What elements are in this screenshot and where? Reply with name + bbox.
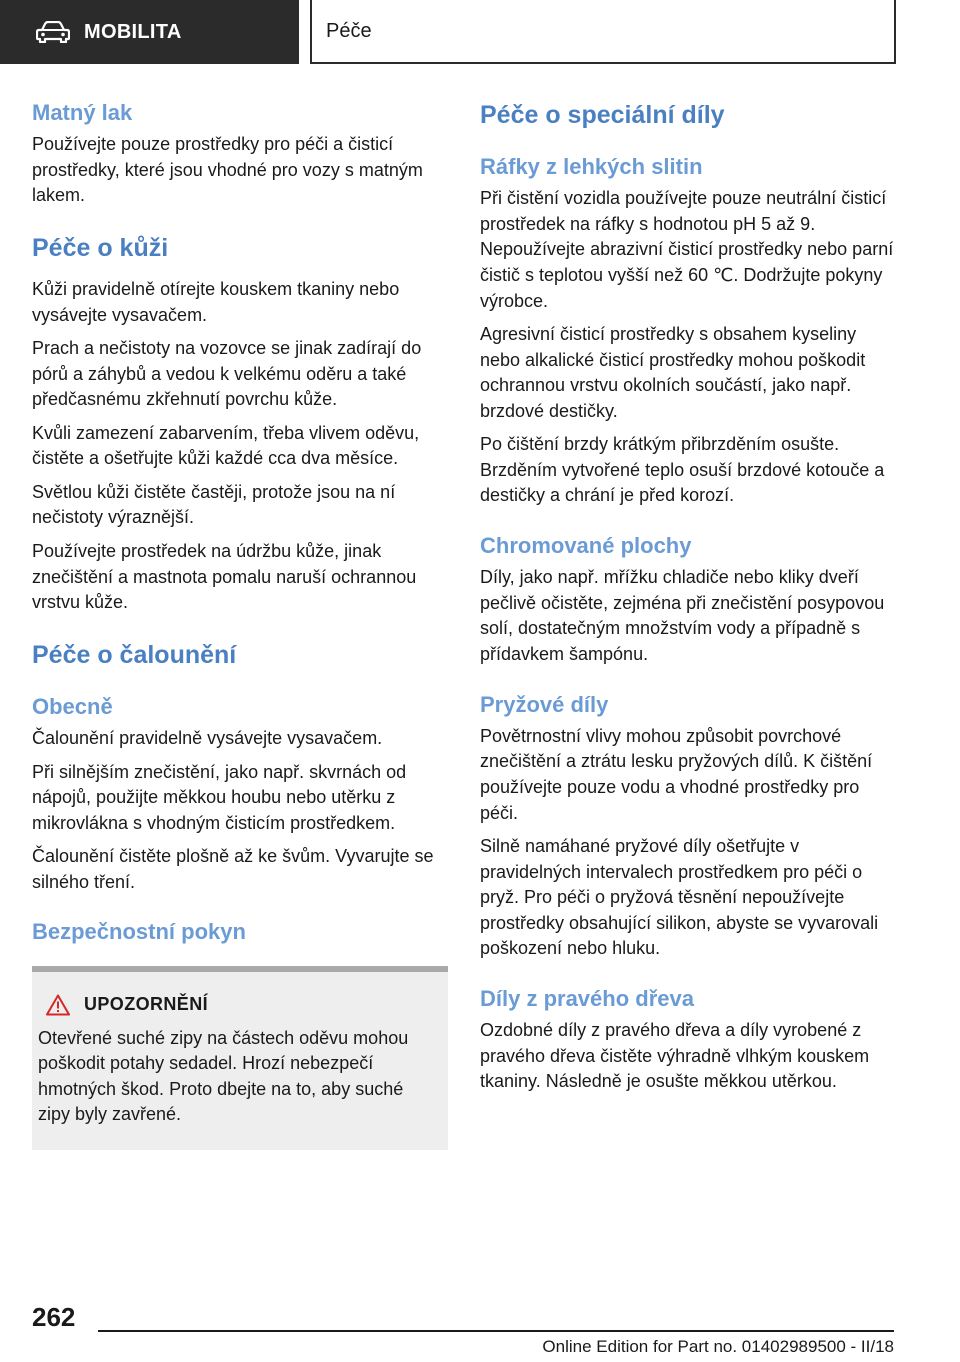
page-header — [0, 0, 960, 66]
paragraph: Kůži pravidelně otírejte kouskem tkaniny nebo vysávejte vysavačem. — [32, 279, 400, 325]
paragraph: Ozdobné díly z pravého dřeva a díly vyrobené z pravého dřeva čistěte výhradně vlhkým kouskem tkaniny. Následně je osušte měkkou utěrkou. — [480, 1020, 870, 1092]
heading-obecne: Obecně — [32, 693, 113, 719]
paragraph: Kvůli zamezení zabarvením, třeba vlivem oděvu, čistěte a ošetřujte kůži každé cca dva měsíce. — [32, 422, 420, 469]
chapter-title: MOBILITA — [84, 20, 182, 43]
paragraph: Čalounění pravidelně vysávejte vysavačem. — [32, 727, 383, 748]
paragraph: Při čistění vozidla používejte pouze neutrální čisticí prostředek na ráfky s hodnotou pH 5 až 9. Nepoužívejte abrazivní čisticí prostředky nebo parní čistič s teplotou vyšší než 60 ℃. Dodržujte pokyny výrobce. — [480, 188, 894, 311]
heading-pece-o-specialni-dily: Péče o speciální díly — [480, 101, 725, 129]
section-tab — [310, 0, 896, 64]
paragraph: Prach a nečistoty na vozovce se jinak zadírají do pórů a záhybů a vedou k velkému oděru a také předčasnému zkřehnutí povrchu kůže. — [32, 338, 422, 410]
warning-box — [32, 966, 448, 1150]
footer-divider — [98, 1330, 894, 1332]
paragraph: Používejte pouze prostředky pro péči a čisticí prostředky, které jsou vhodné pro vozy s matným lakem. — [32, 134, 423, 206]
heading-matny-lak: Matný lak — [32, 100, 133, 125]
heading-rafky: Ráfky z lehkých slitin — [480, 154, 703, 179]
heading-chromovane-plochy: Chromované plochy — [480, 532, 692, 558]
car-icon — [36, 21, 70, 43]
left-column — [32, 100, 448, 1150]
paragraph: Světlou kůži čistěte častěji, protože jsou na ní nečistoty výraznější. — [32, 481, 396, 528]
paragraph: Silně namáhané pryžové díly ošetřujte v pravidelných intervalech prostředkem pro péči o pryž. Pro péči o pryžová těsnění nepoužívejte prostředky obsahující silikon, abyste se vyvarovali poškození nebo hluku. — [480, 836, 879, 959]
warning-header — [46, 994, 440, 1016]
right-column — [480, 100, 896, 1103]
warning-triangle-icon — [46, 994, 70, 1016]
chapter-tab — [0, 0, 299, 64]
paragraph: Čalounění čistěte plošně až ke švům. Vyvarujte se silného tření. — [32, 846, 434, 892]
warning-title: UPOZORNĚNÍ — [84, 994, 209, 1015]
edition-note: Online Edition for Part no. 01402989500 - II/18 — [542, 1337, 894, 1356]
paragraph: Po čištění brzdy krátkým přibrzděním osušte. Brzděním vytvořené teplo osuší brzdové kotouče a destičky a chrání je před korozí. — [480, 434, 885, 506]
heading-dily-z-praveho-dreva: Díly z pravého dřeva — [480, 985, 694, 1011]
paragraph: Povětrnostní vlivy mohou způsobit povrchové znečištění a ztrátu lesku pryžových dílů. K čištění používejte pouze vodu a vhodné prostředky pro péči. — [480, 725, 873, 823]
heading-bezpecnostni-pokyn: Bezpečnostní pokyn — [32, 919, 246, 945]
heading-pryzove-dily: Pryžové díly — [480, 691, 609, 717]
paragraph: Agresivní čisticí prostředky s obsahem kyseliny nebo alkalické čisticí prostředky mohou poškodit ochrannou vrstvu okolních součástí, jako např. brzdové destičky. — [480, 324, 866, 421]
page-number: 262 — [32, 1302, 76, 1332]
paragraph: Používejte prostředek na údržbu kůže, jinak znečištění a mastnota pomalu naruší ochrannou vrstvu kůže. — [32, 540, 417, 613]
heading-pece-o-kuzi: Péče o kůži — [32, 234, 169, 263]
paragraph: Díly, jako např. mřížku chladiče nebo kliky dveří pečlivě očistěte, zejména při znečistění posypovou solí, dostatečným množstvím vody a případně s přídavkem šampónu. — [480, 567, 885, 664]
section-title: Péče — [326, 19, 372, 42]
heading-pece-o-calouneni: Péče o čalounění — [32, 640, 237, 669]
warning-text: Otevřené suché zipy na částech oděvu mohou poškodit potahy sedadel. Hrozí nebezpečí hmotných škod. Proto dbejte na to, aby suché zipy byly zavřené. — [38, 1027, 409, 1125]
paragraph: Při silnějším znečistění, jako např. skvrnách od nápojů, použijte měkkou houbu nebo utěrku z mikrovlákna s vhodným čisticím prostředkem. — [32, 761, 407, 833]
